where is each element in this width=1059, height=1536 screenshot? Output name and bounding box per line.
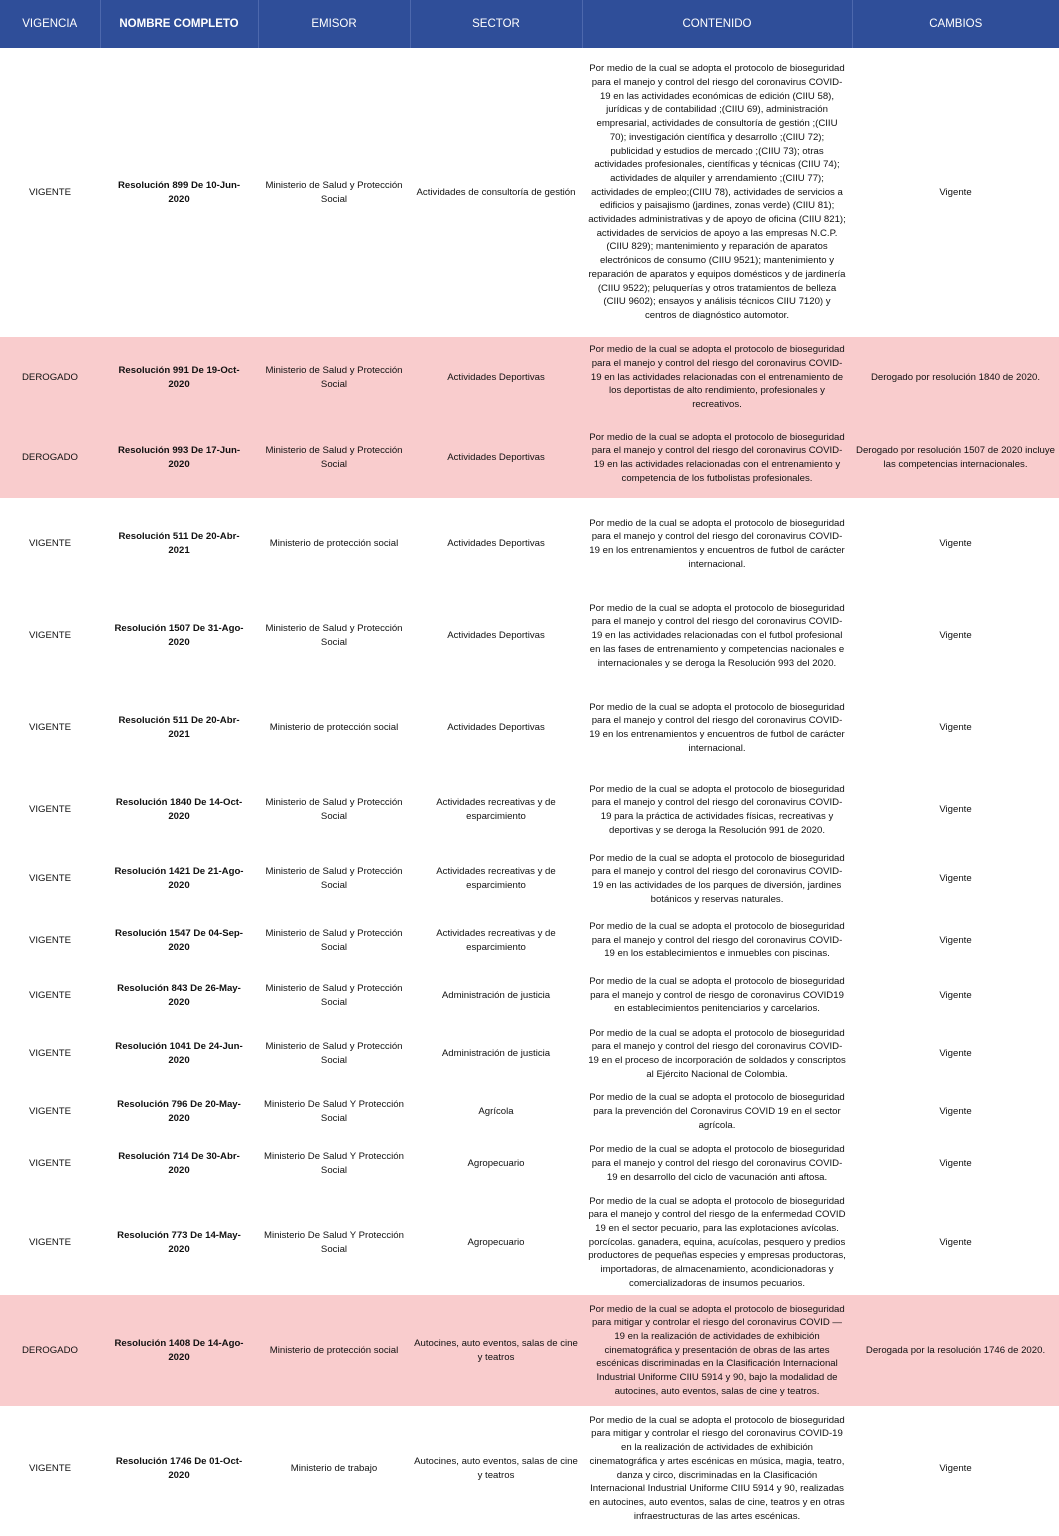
cell-contenido: Por medio de la cual se adopta el protocolo de bioseguridad para el manejo y control del riesgo del coronavirus COVID-19 en las actividades económicas de edición (CIIU 58), jurídicas y de contabilidad ;(CIIU 69), administración empresarial, actividades de consultoría de gestión ;(CIIU 70); investigación científica y desarrollo ;(CIIU 72); publicidad y estudios de mercado ;(CIIU 73); otras actividades profesionales, científicas y técnicas (CIIU 74); actividades de alquiler y arrendamiento ;(CIIU 77); actividades de empleo;(CIIU 78), actividades de servicios a edificios y paisajismo (jardines, zonas verde) (CIIU 81); actividades administrativas y de apoyo de oficina (CIIU 821); actividades de servicios de apoyo a las empresas N.C.P. (CIIU 829); mantenimiento y reparación de aparatos electrónicos de consumo (CIIU 9521); mantenimiento y reparación de aparatos y equipos domésticos y de jardinería (CIIU 9522); peluquerías y otros tratamientos de belleza (CIIU 9602); ensayos y análisis técnicos CIIU 7120) y centros de diagnóstico automotor. xyxy=(588,63,846,321)
cell-nombre-completo: Resolución 899 De 10-Jun-2020 xyxy=(117,179,241,205)
table-row xyxy=(0,590,1059,682)
header-sector: SECTOR xyxy=(410,0,582,48)
cell-contenido: Por medio de la cual se adopta el protocolo de bioseguridad para el manejo y control del riesgo del coronavirus COVID-19 en el proceso de incorporación de soldados y conscriptos al Ejército Nacional de Colombia. xyxy=(588,1027,846,1080)
cell-contenido: Por medio de la cual se adopta el protocolo de bioseguridad para el manejo y control del riesgo del coronavirus COVID-19 en los entrenamientos y encuentros de futbol de carácter internacional. xyxy=(589,517,845,570)
table-body xyxy=(0,48,1059,1531)
cell-vigencia: DEROGADO xyxy=(0,418,100,498)
cell-contenido: Por medio de la cual se adopta el protocolo de bioseguridad para el manejo y control del riesgo del coronavirus COVID-19 en los entrenamientos y encuentros de futbol de carácter internacional. xyxy=(589,701,845,754)
header-vigencia: VIGENCIA xyxy=(0,0,100,48)
table-row xyxy=(0,1138,1059,1190)
cell-cambios: Derogado por resolución 1840 de 2020. xyxy=(852,337,1059,418)
header-contenido: CONTENIDO xyxy=(582,0,852,48)
cell-sector: Actividades de consultoría de gestión xyxy=(416,186,576,198)
cell-cambios: Vigente xyxy=(939,804,972,816)
cell-sector: Administración de justicia xyxy=(441,989,551,1001)
cell-contenido: Por medio de la cual se adopta el protocolo de bioseguridad para el manejo y control del riesgo del coronavirus COVID-19 en las actividades de los parques de diversión, jardines botánicos y reservas naturales. xyxy=(589,852,845,905)
cell-vigencia: VIGENTE xyxy=(28,804,72,816)
cell-sector: Autocines, auto eventos, salas de cine y teatros xyxy=(414,1455,578,1481)
cell-nombre-completo: Resolución 1041 De 24-Jun-2020 xyxy=(115,1041,243,1066)
cell-sector: Actividades Deportivas xyxy=(447,538,545,550)
cell-contenido: Por medio de la cual se adopta el protocolo de bioseguridad para el manejo y control del riesgo del coronavirus COVID-19 en las actividades relacionadas con el entrenamiento de los deportistas de alto rendimiento, profesionales y recreativos. xyxy=(582,337,852,418)
cell-vigencia: VIGENTE xyxy=(28,1106,72,1118)
table-row xyxy=(0,1086,1059,1138)
cell-emisor: Ministerio de Salud y Protección Social xyxy=(265,179,403,205)
table-row xyxy=(0,1022,1059,1086)
cell-nombre-completo: Resolución 1421 De 21-Ago-2020 xyxy=(114,866,244,891)
cell-sector: Actividades recreativas y de esparcimiento xyxy=(436,797,556,822)
cell-sector: Actividades Deportivas xyxy=(410,418,582,498)
cell-nombre-completo: Resolución 796 De 20-May-2020 xyxy=(117,1099,241,1124)
cell-cambios: Vigente xyxy=(939,186,972,198)
cell-cambios: Vigente xyxy=(939,722,972,734)
table-row xyxy=(0,1190,1059,1295)
cell-contenido: Por medio de la cual se adopta el protocolo de bioseguridad para la prevención del Coronavirus COVID 19 en el sector agrícola. xyxy=(589,1092,845,1131)
table-row xyxy=(0,498,1059,590)
cell-contenido: Por medio de la cual se adopta el protocolo de bioseguridad para el manejo y control del riesgo del coronavirus COVID-19 en los establecimientos e inmuebles con piscinas. xyxy=(589,920,845,960)
cell-vigencia: DEROGADO xyxy=(0,337,100,418)
cell-emisor: Ministerio de trabajo xyxy=(290,1462,378,1474)
table-row xyxy=(0,846,1059,912)
cell-vigencia: VIGENTE xyxy=(28,186,72,198)
header-nombre-completo: NOMBRE COMPLETO xyxy=(100,0,258,48)
cell-emisor: Ministerio de Salud y Protección Social xyxy=(265,866,403,891)
cell-cambios: Vigente xyxy=(939,1462,972,1474)
cell-vigencia: VIGENTE xyxy=(28,722,72,734)
cell-cambios: Derogado por resolución 1507 de 2020 incluye las competencias internacionales. xyxy=(852,418,1059,498)
cell-vigencia: VIGENTE xyxy=(28,630,72,642)
cell-contenido: Por medio de la cual se adopta el protocolo de bioseguridad para el manejo y control del riesgo del coronavirus COVID-19 en las actividades relacionadas con el entrenamiento y competencia de los futbolistas profesionales. xyxy=(582,418,852,498)
cell-sector: Actividades recreativas y de esparcimiento xyxy=(436,927,556,953)
cell-cambios: Vigente xyxy=(939,538,972,550)
table-row xyxy=(0,774,1059,846)
cell-cambios: Vigente xyxy=(939,1048,972,1060)
cell-sector: Actividades Deportivas xyxy=(447,630,545,642)
cell-cambios: Vigente xyxy=(939,873,972,885)
header-emisor: EMISOR xyxy=(258,0,410,48)
cell-nombre-completo: Resolución 1408 De 14-Ago-2020 xyxy=(100,1295,258,1406)
cell-vigencia: VIGENTE xyxy=(28,1048,72,1060)
table-row xyxy=(0,912,1059,969)
table-row xyxy=(0,1295,1059,1406)
table-row xyxy=(0,48,1059,337)
cell-vigencia: VIGENTE xyxy=(28,1158,72,1170)
cell-contenido: Por medio de la cual se adopta el protocolo de bioseguridad para mitigar y controlar el riesgo del coronavirus COVID — 19 en la realización de actividades de exhibición cinematográfica y presentación de obras de las artes escénicas discriminadas en la Clasificación Internacional Industrial Uniforme CIIU 5914 y 90, bajo la modalidad de autocines, auto eventos, salas de cine y teatros. xyxy=(582,1295,852,1406)
cell-sector: Administración de justicia xyxy=(441,1048,551,1060)
cell-contenido: Por medio de la cual se adopta el protocolo de bioseguridad para el manejo y control del riesgo de la enfermedad COVID 19 en el sector pecuario, para las explotaciones avícolas. porcícolas. ganadera, equina, acuícolas, pesquero y predios productores de pequeñas especies y empresas productoras, importadoras, de almacenamiento, acondicionadoras y comercializadoras de insumos pecuarios. xyxy=(588,1195,846,1289)
cell-cambios: Derogada por la resolución 1746 de 2020. xyxy=(852,1295,1059,1406)
cell-contenido: Por medio de la cual se adopta el protocolo de bioseguridad para el manejo y control del riesgo del coronavirus COVID-19 en desarrollo del ciclo de vacunación anti aftosa. xyxy=(589,1144,845,1183)
cell-cambios: Vigente xyxy=(939,989,972,1001)
cell-contenido: Por medio de la cual se adopta el protocolo de bioseguridad para el manejo y control del riesgo del coronavirus COVID-19 para la práctica de actividades físicas, recreativas y deportivas y se deroga la Resolución 991 de 2020. xyxy=(589,783,845,836)
cell-nombre-completo: Resolución 1746 De 01-Oct-2020 xyxy=(115,1455,243,1481)
cell-cambios: Vigente xyxy=(939,1158,972,1170)
cell-cambios: Vigente xyxy=(939,1236,972,1248)
cell-sector: Agropecuario xyxy=(467,1158,525,1170)
cell-vigencia: DEROGADO xyxy=(0,1295,100,1406)
cell-sector: Agropecuario xyxy=(467,1236,525,1248)
cell-vigencia: VIGENTE xyxy=(28,873,72,885)
cell-emisor: Ministerio De Salud Y Protección Social xyxy=(264,1229,404,1255)
table-row xyxy=(0,1406,1059,1531)
cell-nombre-completo: Resolución 991 De 19-Oct-2020 xyxy=(100,337,258,418)
header-row xyxy=(0,0,1059,48)
cell-nombre-completo: Resolución 1840 De 14-Oct-2020 xyxy=(115,797,243,822)
cell-emisor: Ministerio de Salud y Protección Social xyxy=(265,623,403,648)
cell-emisor: Ministerio de protección social xyxy=(269,538,399,550)
cell-emisor: Ministerio de Salud y Protección Social xyxy=(265,797,403,822)
cell-vigencia: VIGENTE xyxy=(28,989,72,1001)
table-row xyxy=(0,682,1059,774)
cell-cambios: Vigente xyxy=(939,934,972,946)
cell-vigencia: VIGENTE xyxy=(28,1462,72,1474)
cell-nombre-completo: Resolución 511 De 20-Abr-2021 xyxy=(118,531,240,556)
cell-cambios: Vigente xyxy=(939,1106,972,1118)
cell-nombre-completo: Resolución 1507 De 31-Ago-2020 xyxy=(114,623,244,648)
cell-vigencia: VIGENTE xyxy=(28,934,72,946)
cell-nombre-completo: Resolución 843 De 26-May-2020 xyxy=(117,982,241,1008)
cell-emisor: Ministerio de Salud y Protección Social xyxy=(265,927,403,953)
table-row xyxy=(0,337,1059,418)
cell-sector: Agrícola xyxy=(478,1106,514,1118)
cell-emisor: Ministerio de Salud y Protección Social xyxy=(265,1041,403,1066)
table-row xyxy=(0,969,1059,1022)
cell-nombre-completo: Resolución 511 De 20-Abr-2021 xyxy=(118,715,240,740)
table-row xyxy=(0,418,1059,498)
cell-sector: Actividades Deportivas xyxy=(447,722,545,734)
cell-emisor: Ministerio de protección social xyxy=(269,722,399,734)
cell-emisor: Ministerio de protección social xyxy=(258,1295,410,1406)
cell-emisor: Ministerio de Salud y Protección Social xyxy=(258,418,410,498)
cell-emisor: Ministerio De Salud Y Protección Social xyxy=(264,1099,404,1124)
cell-sector: Actividades Deportivas xyxy=(410,337,582,418)
cell-emisor: Ministerio de Salud y Protección Social xyxy=(258,337,410,418)
cell-sector: Actividades recreativas y de esparcimiento xyxy=(436,866,556,891)
cell-vigencia: VIGENTE xyxy=(28,1236,72,1248)
cell-nombre-completo: Resolución 773 De 14-May-2020 xyxy=(117,1229,241,1255)
cell-vigencia: VIGENTE xyxy=(28,538,72,550)
cell-nombre-completo: Resolución 714 De 30-Abr-2020 xyxy=(118,1151,240,1176)
cell-nombre-completo: Resolución 1547 De 04-Sep-2020 xyxy=(115,927,243,953)
header-cambios: CAMBIOS xyxy=(852,0,1059,48)
cell-cambios: Vigente xyxy=(939,630,972,642)
cell-contenido: Por medio de la cual se adopta el protocolo de bioseguridad para el manejo y control de riesgo de coronavirus COVID19 en establecimientos penitenciarios y carcelarios. xyxy=(589,975,845,1015)
cell-contenido: Por medio de la cual se adopta el protocolo de bioseguridad para mitigar y controlar el riesgo del coronavirus COVID-19 en la realización de actividades de exhibición cinematográfica y artes escénicas en música, magia, teatro, danza y circo, discriminadas en la Clasificación Internacional Industrial Uniforme CIIU 5914 y 90, realizadas en autocines, auto eventos, salas de cine, teatros y en otras infraestructuras de las artes escénicas. xyxy=(589,1414,845,1522)
cell-emisor: Ministerio De Salud Y Protección Social xyxy=(264,1151,404,1176)
cell-emisor: Ministerio de Salud y Protección Social xyxy=(265,982,403,1008)
cell-contenido: Por medio de la cual se adopta el protocolo de bioseguridad para el manejo y control del riesgo del coronavirus COVID-19 en las actividades relacionadas con el futbol profesional en las fases de entrenamiento y competencias nacionales e internacionales y se deroga la Resolución 993 del 2020. xyxy=(589,602,845,669)
cell-sector: Autocines, auto eventos, salas de cine y teatros xyxy=(410,1295,582,1406)
cell-nombre-completo: Resolución 993 De 17-Jun-2020 xyxy=(100,418,258,498)
